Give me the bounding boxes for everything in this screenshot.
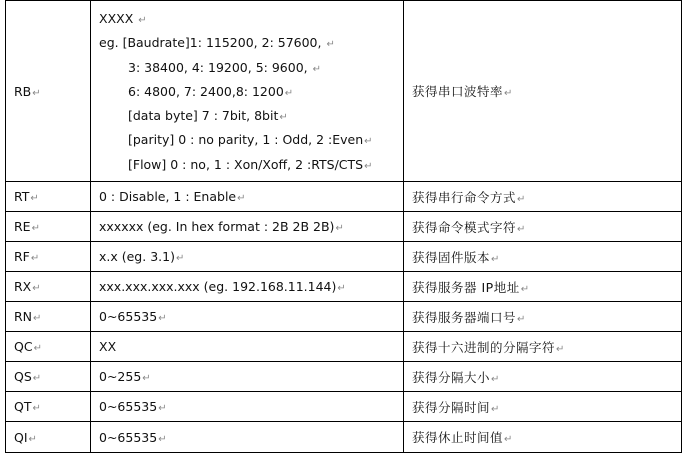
paragraph-mark-icon: ↵ [556,343,565,355]
paragraph-mark-icon: ↵ [364,160,373,172]
table-cell [6,332,91,362]
parameter-text: 0 : Disable, 1 : Enable [99,189,237,204]
meaning-text: 获得休止时间值 [412,430,504,445]
parameter-text: 0~65535 [99,399,158,414]
paragraph-mark-icon: ↵ [32,87,41,99]
command-code [6,1,91,182]
table-cell [91,242,404,272]
parameter-text: 0~255 [99,369,142,384]
paragraph-mark-icon: ↵ [158,433,167,445]
command-code: RT [14,189,30,204]
meaning-cell [404,1,682,182]
cell-text: 6: 4800, 7: 2400,8: 1200 [128,83,284,99]
paragraph-mark-icon: ↵ [520,283,530,295]
parameter-line [99,153,395,177]
table-row-rb [6,1,682,182]
paragraph-mark-icon: ↵ [33,313,42,324]
parameter-text: x.x (eg. 3.1) [99,249,175,264]
paragraph-mark-icon: ↵ [175,253,185,264]
cell-text: 获得串口波特率 [412,84,504,99]
command-code: RF [14,249,30,264]
command-code: RX [14,279,32,294]
table-cell [6,212,91,242]
table-cell [91,272,404,302]
table-cell [91,392,404,422]
paragraph-mark-icon: ↵ [32,403,41,414]
table-cell [91,422,404,453]
command-code: QI [14,429,28,445]
meaning-text: 获得服务器 IP地址 [412,279,520,295]
paragraph-mark-icon: ↵ [32,373,42,384]
parameter-text: XX [99,339,117,354]
paragraph-mark-icon: ↵ [337,283,346,294]
paragraph-mark-icon: ↵ [284,87,294,99]
table-cell [91,302,404,332]
parameter-line [99,128,395,152]
table-row [6,272,682,302]
table-cell [6,182,91,212]
table-cell [404,182,682,212]
paragraph-mark-icon: ↵ [158,403,167,414]
table-cell [404,362,682,392]
command-code: RN [14,309,33,324]
paragraph-mark-icon: ↵ [158,313,167,324]
parameter-text: xxx.xxx.xxx.xxx (eg. 192.168.11.144) [99,279,337,294]
paragraph-mark-icon: ↵ [517,193,526,205]
paragraph-mark-icon: ↵ [30,253,40,264]
meaning-text: 获得服务器端口号 [412,309,517,325]
table-cell [404,302,682,332]
paragraph-mark-icon: ↵ [279,112,288,124]
command-code: QC [14,339,33,354]
parameter-text: 0~65535 [99,309,158,324]
paragraph-mark-icon: ↵ [32,283,41,294]
table-cell [91,362,404,392]
cell-text: [parity] 0 : no parity, 1 : Odd, 2 :Even [128,132,364,148]
parameter-line [99,80,395,104]
command-code: RE [14,219,31,234]
paragraph-mark-icon: ↵ [504,434,513,445]
parameter-text: xxxxxx (eg. In hex format : 2B 2B 2B) [99,219,335,234]
cell-text: [data byte] 7 : 7bit, 8bit [128,108,279,124]
table-row [6,182,682,212]
meaning-text: 获得分隔大小 [412,369,491,385]
command-code: QS [14,369,32,384]
command-code: QT [14,399,32,414]
paragraph-mark-icon: ↵ [491,253,500,265]
table-cell [404,422,682,453]
table-cell [404,272,682,302]
table-row [6,212,682,242]
table-cell [6,302,91,332]
paragraph-mark-icon: ↵ [312,63,321,75]
parameter-line [99,31,395,55]
parameter-cell [91,1,404,182]
meaning-text: 获得串行命令方式 [412,189,517,205]
table-cell [404,392,682,422]
table-cell [404,212,682,242]
paragraph-mark-icon: ↵ [326,39,335,51]
command-table [5,0,682,453]
meaning-text: 获得固件版本 [412,249,491,265]
cell-text: RB [14,83,32,99]
table-cell [404,242,682,272]
paragraph-mark-icon: ↵ [335,223,344,234]
table-cell [6,362,91,392]
table-row [6,242,682,272]
table-row [6,362,682,392]
cell-text: XXXX [99,10,138,26]
table-row [6,332,682,362]
cell-text: 3: 38400, 4: 19200, 5: 9600, [128,59,312,75]
paragraph-mark-icon: ↵ [30,193,39,204]
table-row [6,422,682,453]
table-cell [6,422,91,453]
paragraph-mark-icon: ↵ [33,343,42,354]
paragraph-mark-icon: ↵ [491,373,500,385]
paragraph-mark-icon: ↵ [28,433,37,445]
cell-text: eg. [Baudrate]1: 115200, 2: 57600, [99,35,326,51]
table-cell [6,272,91,302]
table-cell [6,242,91,272]
paragraph-mark-icon: ↵ [517,313,526,325]
parameter-line [99,56,395,80]
table-cell [91,182,404,212]
parameter-text: 0~65535 [99,429,158,445]
table-row [6,392,682,422]
paragraph-mark-icon: ↵ [491,403,500,415]
paragraph-mark-icon: ↵ [364,136,373,148]
paragraph-mark-icon: ↵ [504,88,513,99]
table-row [6,302,682,332]
paragraph-mark-icon: ↵ [237,193,246,204]
meaning-text: 获得分隔时间 [412,399,491,415]
table-cell [6,392,91,422]
cell-text: [Flow] 0 : no, 1 : Xon/Xoff, 2 :RTS/CTS [128,156,364,172]
paragraph-mark-icon: ↵ [138,14,147,26]
table-cell [404,332,682,362]
meaning-text: 获得命令模式字符 [412,219,517,235]
paragraph-mark-icon: ↵ [31,223,40,234]
parameter-line [99,7,395,31]
paragraph-mark-icon: ↵ [142,373,151,384]
parameter-line [99,104,395,128]
table-cell [91,212,404,242]
paragraph-mark-icon: ↵ [517,223,526,235]
table-cell [91,332,404,362]
meaning-text: 获得十六进制的分隔字符 [412,339,556,355]
